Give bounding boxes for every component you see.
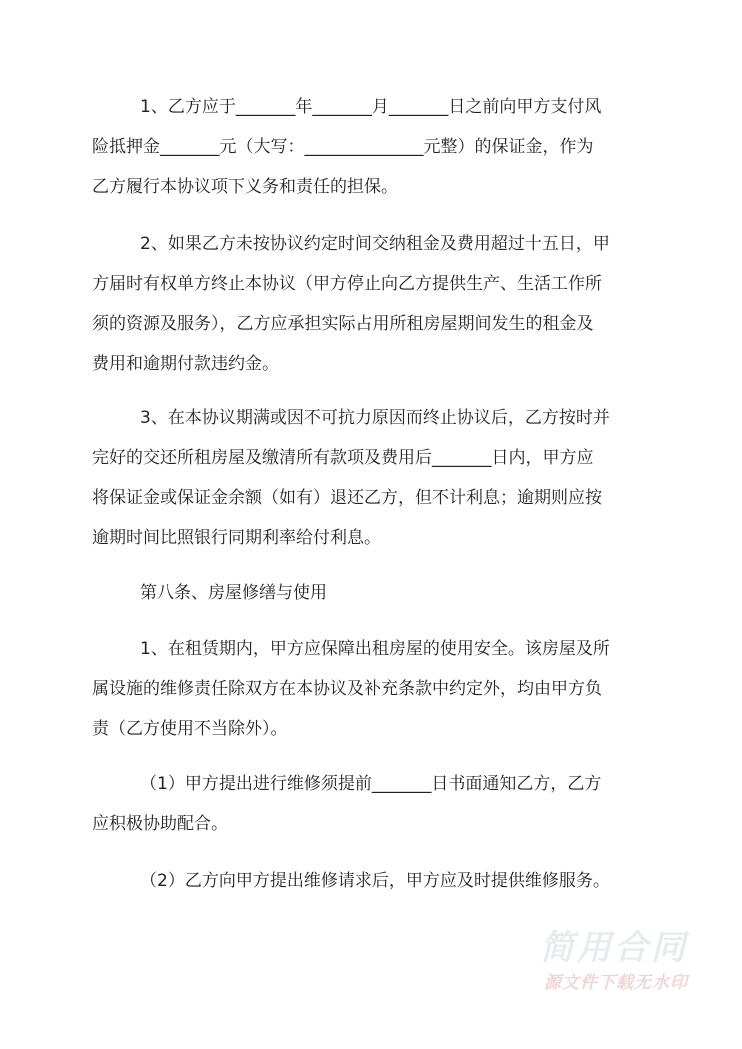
- text-line: 逾期时间比照银行同期利率给付利息。: [92, 528, 381, 548]
- text-line: 方届时有权单方终止本协议（甲方停止向乙方提供生产、生活工作所: [92, 274, 602, 294]
- text-line: （2）乙方向甲方提出维修请求后，甲方应及时提供维修服务。: [140, 871, 610, 891]
- text-line: 费用和逾期付款违约金。: [92, 354, 279, 374]
- text-line: 须的资源及服务），乙方应承担实际占用所租房屋期间发生的租金及: [92, 314, 594, 334]
- text-line: （1）甲方提出进行维修须提前_______日书面通知乙方，乙方: [140, 774, 602, 794]
- text-line: 将保证金或保证金余额（如有）退还乙方，但不计利息；逾期则应按: [92, 488, 602, 508]
- watermark-subtitle: 源文件下载无水印: [544, 973, 688, 993]
- text-line: 1、在租赁期内，甲方应保障出租房屋的使用安全。该房屋及所: [140, 639, 610, 659]
- text-line: 2、如果乙方未按协议约定时间交纳租金及费用超过十五日，甲: [140, 234, 610, 254]
- watermark-title: 简用合同: [540, 928, 688, 968]
- text-line: 责（乙方使用不当除外）。: [92, 719, 288, 739]
- text-line: 应积极协助配合。: [92, 814, 228, 834]
- text-line: 属设施的维修责任除双方在本协议及补充条款中约定外，均由甲方负: [92, 679, 602, 699]
- text-line: 完好的交还所租房屋及缴清所有款项及费用后_______日内，甲方应: [92, 448, 594, 468]
- text-line: 乙方履行本协议项下义务和责任的担保。: [92, 177, 398, 197]
- text-line: 险抵押金_______元（大写：______________元整）的保证金，作为: [92, 137, 594, 157]
- section-heading-text: 第八条、房屋修缮与使用: [140, 583, 327, 603]
- text-line: 1、乙方应于_______年_______月_______日之前向甲方支付风: [140, 97, 602, 117]
- text-line: 3、在本协议期满或因不可抗力原因而终止协议后，乙方按时并: [140, 408, 610, 428]
